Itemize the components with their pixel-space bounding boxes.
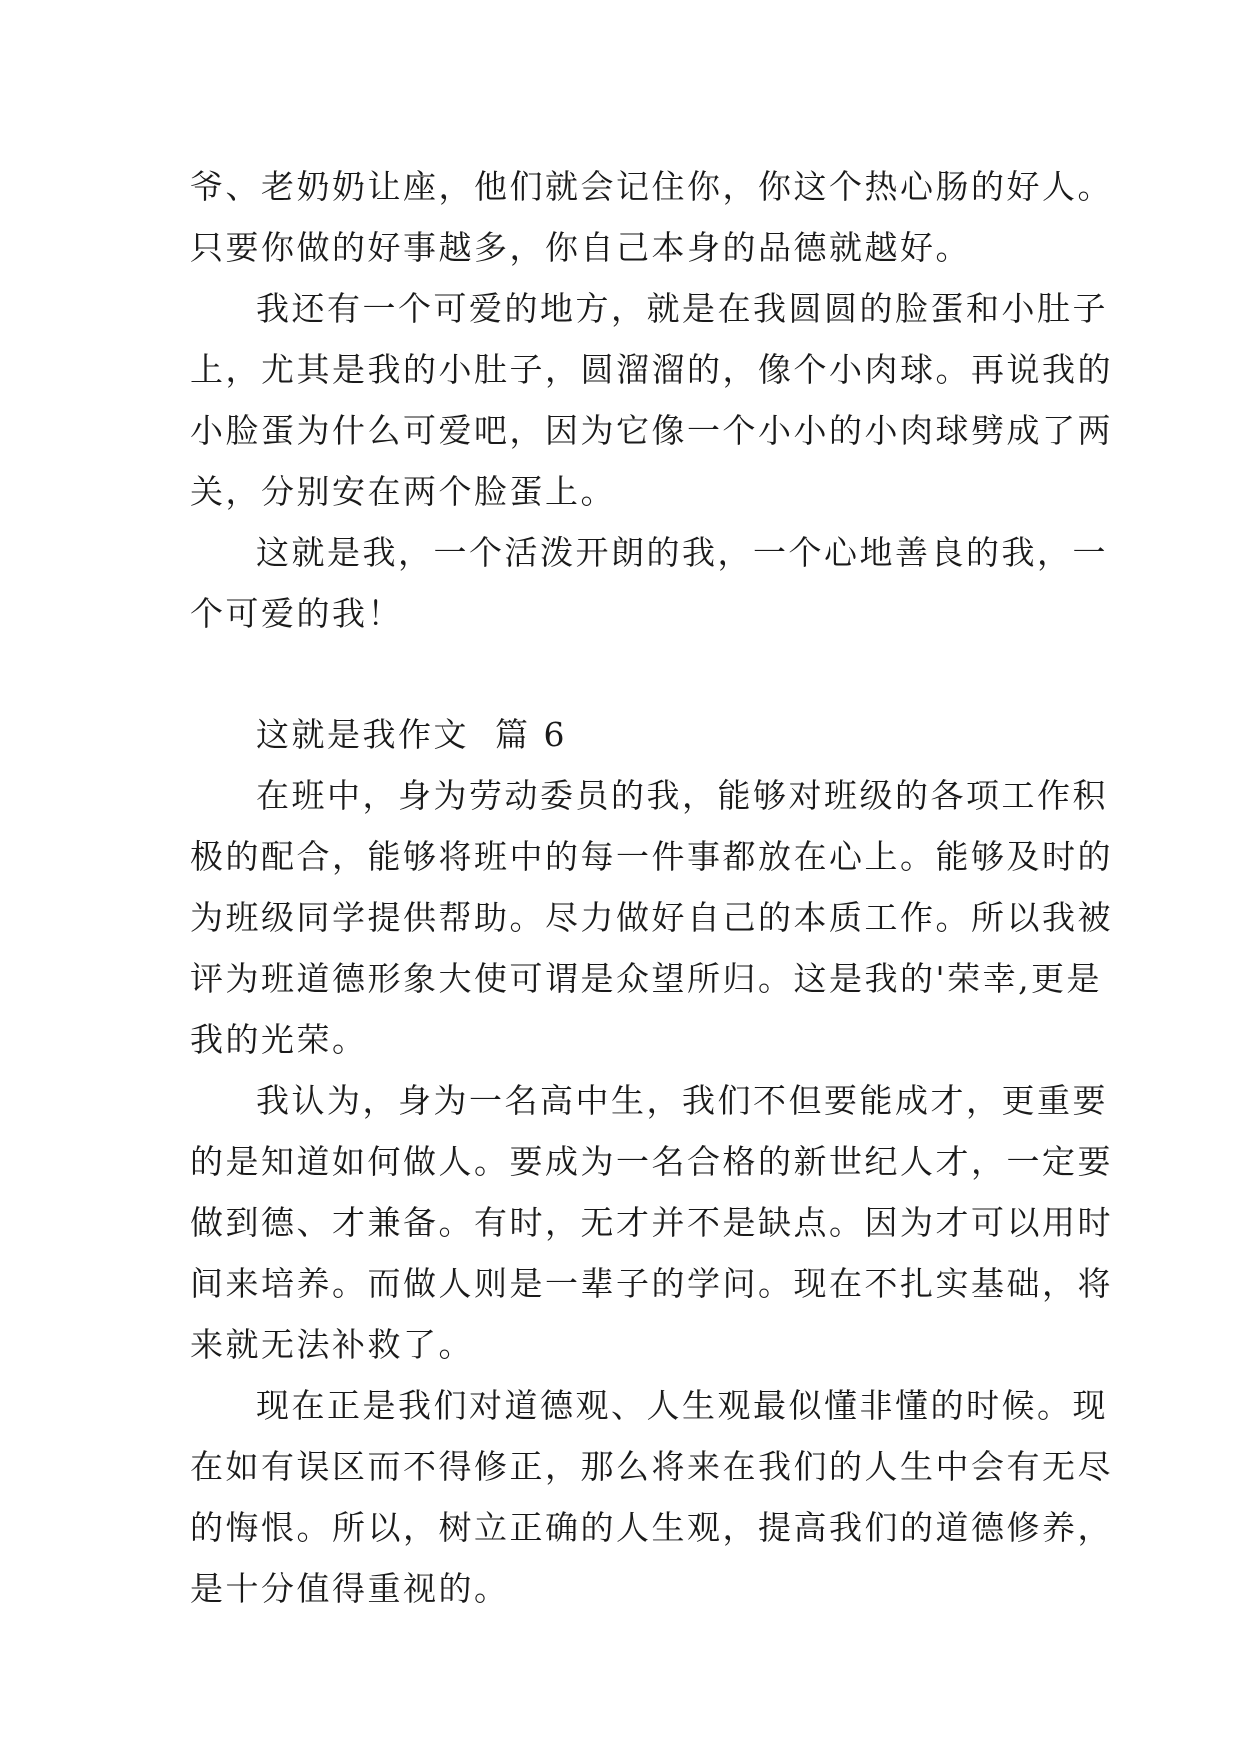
text-line: 我认为，身为一名高中生，我们不但要能成才，更重要 [256, 1081, 1108, 1120]
text-line: 我的光荣。 [190, 1020, 368, 1059]
text-line: 极的配合，能够将班中的每一件事都放在心上。能够及时的 [190, 837, 1113, 876]
text-line: 做到德、才兼备。有时，无才并不是缺点。因为才可以用时 [190, 1203, 1113, 1242]
text-line: 在班中，身为劳动委员的我，能够对班级的各项工作积 [256, 776, 1108, 815]
text-line: 在如有误区而不得修正，那么将来在我们的人生中会有无尽 [190, 1447, 1113, 1486]
paragraph [190, 522, 1108, 644]
text-line: 我还有一个可爱的地方，就是在我圆圆的脸蛋和小肚子 [256, 289, 1108, 328]
document-body [190, 156, 1113, 1619]
paragraph [190, 1070, 1113, 1375]
text-line: 间来培养。而做人则是一辈子的学问。现在不扎实基础，将 [190, 1264, 1113, 1303]
text-line: 的悔恨。所以，树立正确的人生观，提高我们的道德修养， [190, 1508, 1113, 1547]
text-line: 只要你做的好事越多，你自己本身的品德就越好。 [190, 228, 971, 267]
paragraph [190, 1375, 1113, 1619]
text-line: 的是知道如何做人。要成为一名合格的新世纪人才，一定要 [190, 1142, 1113, 1181]
text-line: 评为班道德形象大使可谓是众望所归。这是我的'荣幸,更是 [190, 959, 1103, 998]
text-line: 来就无法补救了。 [190, 1325, 474, 1364]
paragraph [190, 156, 1113, 278]
text-line: 为班级同学提供帮助。尽力做好自己的本质工作。所以我被 [190, 898, 1113, 937]
section-spacer [190, 644, 1070, 704]
paragraph [190, 765, 1113, 1070]
text-line: 关，分别安在两个脸蛋上。 [190, 472, 616, 511]
text-line: 现在正是我们对道德观、人生观最似懂非懂的时候。现 [256, 1386, 1108, 1425]
text-line: 个可爱的我！ [190, 594, 403, 633]
text-line: 小脸蛋为什么可爱吧，因为它像一个小小的小肉球劈成了两 [190, 411, 1113, 450]
text-line: 是十分值得重视的。 [190, 1569, 510, 1608]
section-title: 这就是我作文 篇 6 [256, 715, 567, 754]
text-line: 上，尤其是我的小肚子，圆溜溜的，像个小肉球。再说我的 [190, 350, 1113, 389]
text-line: 爷、老奶奶让座，他们就会记住你，你这个热心肠的好人。 [190, 167, 1113, 206]
text-line: 这就是我，一个活泼开朗的我，一个心地善良的我，一 [256, 533, 1108, 572]
paragraph [190, 278, 1113, 522]
